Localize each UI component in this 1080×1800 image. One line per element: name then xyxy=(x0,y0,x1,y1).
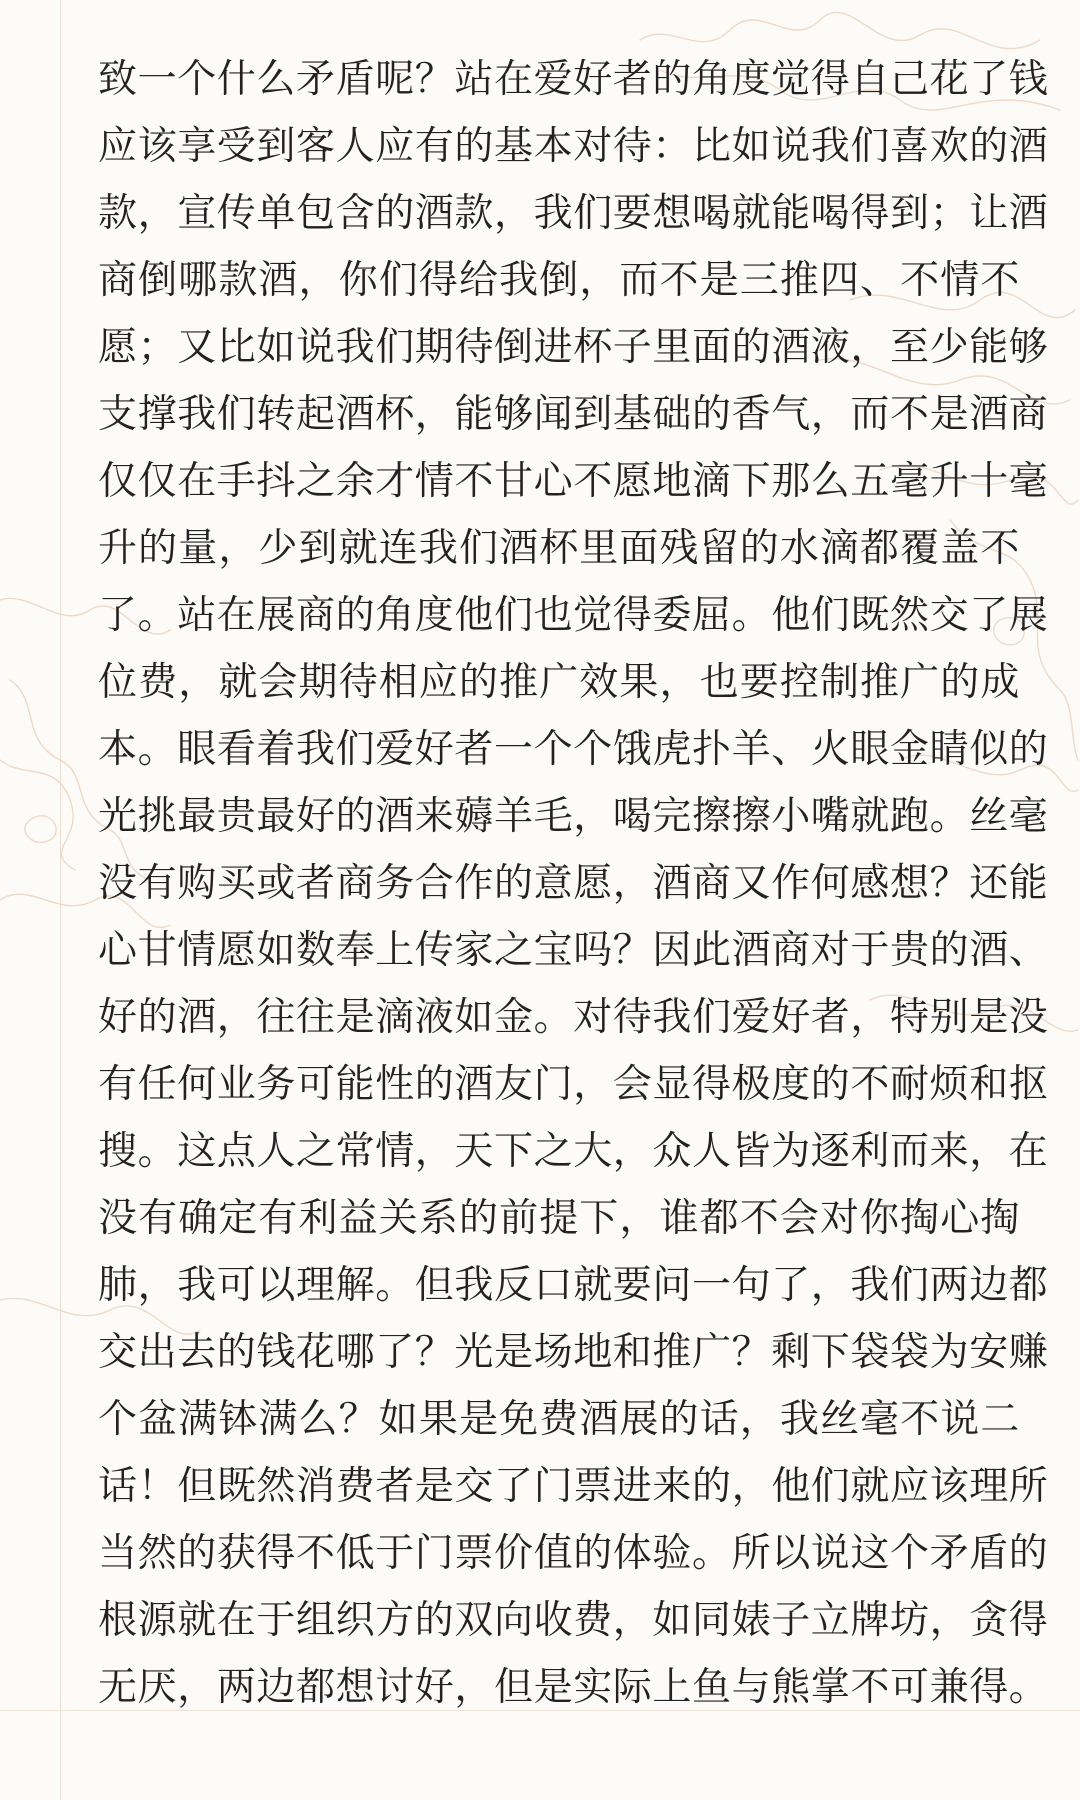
text-line-9: 了。站在展商的角度他们也觉得委屈。他们既然交了展 xyxy=(98,593,1049,638)
text-line-20: 交出去的钱花哪了？光是场地和推广？剩下袋袋为安赚 xyxy=(98,1330,1049,1375)
text-line-3: 款，宣传单包含的酒款，我们要想喝就能喝得到；让酒 xyxy=(98,191,1049,236)
text-line-6: 支撑我们转起酒杯，能够闻到基础的香气，而不是酒商 xyxy=(98,392,1049,437)
text-line-10: 位费，就会期待相应的推广效果，也要控制推广的成 xyxy=(98,660,1020,705)
text-line-17: 搜。这点人之常情，天下之大，众人皆为逐利而来，在 xyxy=(98,1129,1049,1174)
text-line-12: 光挑最贵最好的酒来薅羊毛，喝完擦擦小嘴就跑。丝毫 xyxy=(98,794,1049,839)
text-line-23: 当然的获得不低于门票价值的体验。所以说这个矛盾的 xyxy=(98,1531,1049,1576)
text-line-18: 没有确定有利益关系的前提下，谁都不会对你掏心掏 xyxy=(98,1196,1020,1241)
text-line-16: 有任何业务可能性的酒友门，会显得极度的不耐烦和抠 xyxy=(98,1062,1049,1107)
text-line-21: 个盆满钵满么？如果是免费酒展的话，我丝毫不说二 xyxy=(98,1397,1020,1442)
text-line-13: 没有购买或者商务合作的意愿，酒商又作何感想？还能 xyxy=(98,861,1049,906)
left-margin-line xyxy=(60,0,61,1800)
text-line-5: 愿；又比如说我们期待倒进杯子里面的酒液，至少能够 xyxy=(98,325,1049,370)
text-line-4: 商倒哪款酒，你们得给我倒，而不是三推四、不情不 xyxy=(98,258,1020,303)
text-line-24: 根源就在于组织方的双向收费，如同婊子立牌坊，贪得 xyxy=(98,1598,1049,1643)
text-line-7: 仅仅在手抖之余才情不甘心不愿地滴下那么五毫升十毫 xyxy=(98,459,1049,504)
text-line-14: 心甘情愿如数奉上传家之宝吗？因此酒商对于贵的酒、 xyxy=(98,928,1049,973)
map-contour-top-right xyxy=(640,12,1040,48)
text-line-25: 无厌，两边都想讨好，但是实际上鱼与熊掌不可兼得。 xyxy=(98,1665,1049,1710)
text-line-11: 本。眼看着我们爱好者一个个饿虎扑羊、火眼金睛似的 xyxy=(98,727,1049,772)
text-line-19: 肺，我可以理解。但我反口就要问一句了，我们两边都 xyxy=(98,1263,1049,1308)
text-line-15: 好的酒，往往是滴液如金。对待我们爱好者，特别是没 xyxy=(98,995,1049,1040)
text-line-8: 升的量，少到就连我们酒杯里面残留的水滴都覆盖不 xyxy=(98,526,1020,571)
text-line-2: 应该享受到客人应有的基本对待：比如说我们喜欢的酒 xyxy=(98,124,1049,169)
article-body xyxy=(98,46,1049,1721)
map-island-left xyxy=(25,816,56,843)
text-line-1: 致一个什么矛盾呢？站在爱好者的角度觉得自己花了钱 xyxy=(98,57,1049,102)
text-line-22: 话！但既然消费者是交了门票进来的，他们就应该理所 xyxy=(98,1464,1049,1509)
map-contour-left-2 xyxy=(0,760,75,870)
